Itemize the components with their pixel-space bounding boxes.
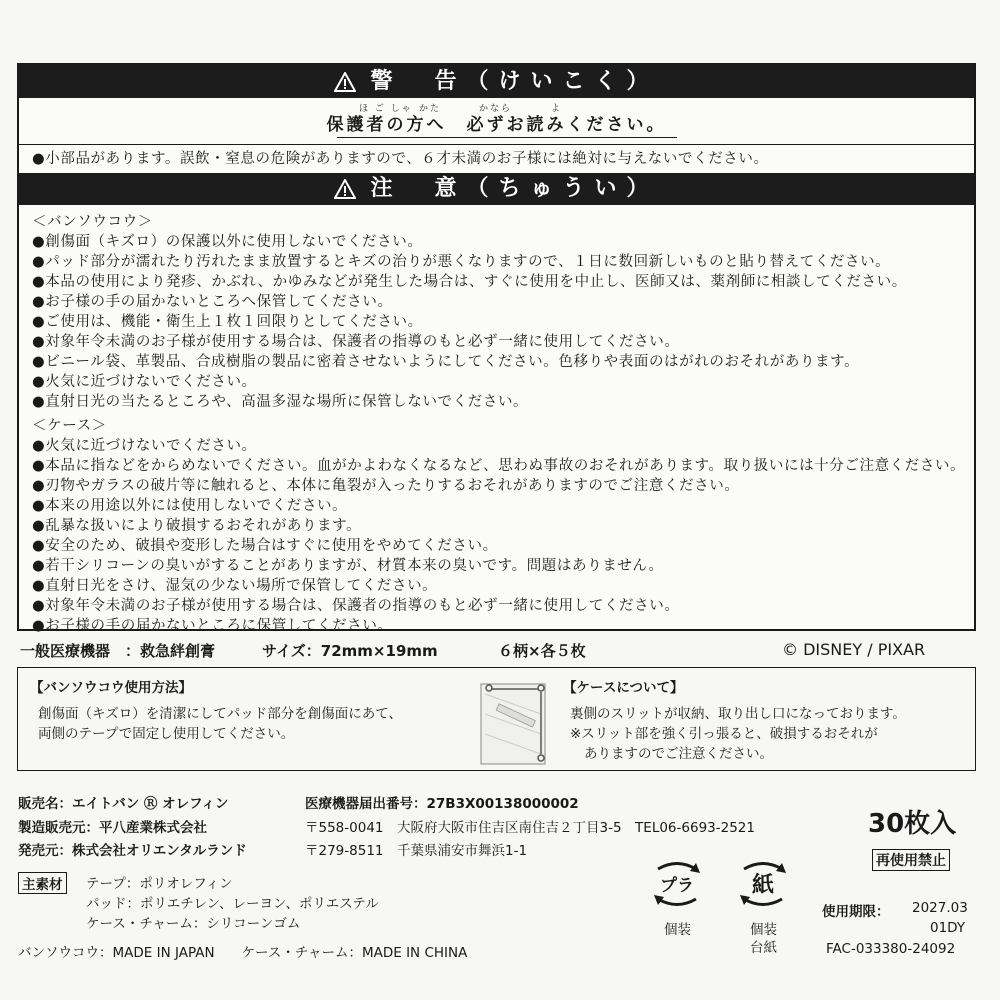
plastic-recycle-icon — [648, 855, 706, 913]
warning-caution-panel — [17, 63, 976, 634]
manufacturer: 製造販売元：平八産業株式会社 — [18, 820, 207, 836]
case-line: ●刃物やガラスの破片等に触れると、本体に亀裂が入ったりするおそれがありますのでご注意ください。 — [32, 478, 740, 494]
no-reuse-label: 再使用禁止 — [872, 849, 950, 871]
usage-line: 創傷面（キズロ）を清潔にしてパッド部分を創傷面にあて、 — [38, 706, 402, 722]
product-count: ６柄×各５枚 — [498, 642, 586, 660]
registration-number: 医療機器届出番号：27B3X00138000002 — [305, 796, 579, 812]
caution-header — [19, 173, 974, 205]
manufacturer-address: 〒558-0041 大阪府大阪市住吉区南住吉２丁目3-5 TEL06-6693-2521 — [305, 820, 755, 836]
usage-line: 両側のテープで固定し使用してください。 — [38, 726, 295, 742]
paper-recycle-icon — [734, 855, 792, 913]
expiry-label: 使用期限： — [822, 904, 890, 920]
warning-title: 警 告（けいこく） — [370, 69, 659, 94]
bandage-line: ●対象年令未満のお子様が使用する場合は、保護者の指導のもと必ず一緒に使用してください。 — [32, 334, 680, 350]
material-tape: テープ：ポリオレフィン — [86, 876, 233, 892]
warning-triangle-icon — [334, 72, 356, 92]
quantity: 30枚入 — [868, 809, 957, 839]
guardian-underline — [337, 137, 677, 138]
case-info-line: ありますのでご注意ください。 — [584, 746, 773, 762]
case-info-line: ※スリット部を強く引っ張ると、破損するおそれが — [570, 726, 878, 742]
ruby-yo: よ — [551, 104, 563, 114]
ruby-hogosha: ほ ご しゃ — [359, 104, 413, 114]
caution-triangle-icon — [334, 179, 356, 199]
case-heading: ＜ケース＞ — [32, 418, 107, 434]
bandage-line: ●火気に近づけないでください。 — [32, 374, 257, 390]
guardian-notice: 保護者の方へ 必ずお読みください。 — [326, 115, 667, 135]
case-line: ●対象年令未満のお子様が使用する場合は、保護者の指導のもと必ず一緒に使用してください。 — [32, 598, 680, 614]
product-size: サイズ：72mm×19mm — [262, 642, 438, 660]
case-line: ●お子様の手の届かないところに保管してください。 — [32, 618, 393, 634]
case-illustration-icon — [461, 674, 566, 766]
product-code: FAC-033380-24092 — [826, 941, 956, 957]
caution-title: 注 意（ちゅうい） — [370, 176, 659, 201]
case-line: ●直射日光をさけ、湿気の少ない場所で保管してください。 — [32, 578, 438, 594]
bandage-line: ●パッド部分が濡れたり汚れたまま放置するとキズの治りが悪くなりますので、１日に数回新しいものと貼り替えてください。 — [32, 254, 891, 270]
lot-number: 01DY — [930, 920, 966, 936]
case-info-line: 裏側のスリットが収納、取り出し口になっております。 — [570, 706, 906, 722]
usage-box — [17, 667, 976, 771]
paper-symbol: 紙 — [751, 873, 775, 898]
bandage-line: ●ビニール袋、革製品、合成樹脂の製品に密着させないようにしてください。色移りや表面のはがれのおそれがあります。 — [32, 354, 860, 370]
pla-label: 個装 — [664, 922, 691, 938]
paper-label-2: 台紙 — [750, 940, 777, 956]
origin: バンソウコウ：MADE IN JAPAN ケース・チャーム：MADE IN CHINA — [18, 945, 468, 961]
divider — [19, 144, 974, 145]
material-charm: ケース・チャーム：シリコーンゴム — [86, 916, 301, 932]
bandage-line: ●創傷面（キズロ）の保護以外に使用しないでください。 — [32, 234, 423, 250]
case-line: ●乱暴な扱いにより破損するおそれがあります。 — [32, 518, 362, 534]
case-line: ●安全のため、破損や変形した場合はすぐに使用をやめてください。 — [32, 538, 498, 554]
bandage-line: ●お子様の手の届かないところへ保管してください。 — [32, 294, 393, 310]
case-info-heading: 【ケースについて】 — [563, 680, 684, 696]
paper-label-1: 個装 — [750, 922, 777, 938]
bandage-line: ●本品の使用により発疹、かぶれ、かゆみなどが発生した場合は、すぐに使用を中止し、医師又は、薬剤師に相談してください。 — [32, 274, 907, 290]
copyright: © DISNEY / PIXAR — [782, 640, 926, 659]
case-line: ●火気に近づけないでください。 — [32, 438, 257, 454]
warning-line: ●小部品があります。誤飲・窒息の危険がありますので、６才未満のお子様には絶対に与えないでください。 — [32, 151, 769, 167]
ruby-kanara: かなら — [479, 104, 513, 114]
case-line: ●本来の用途以外には使用しないでください。 — [32, 498, 348, 514]
ruby-kata: かた — [419, 104, 442, 114]
bandage-line: ●直射日光の当たるところや、高温多湿な場所に保管しないでください。 — [32, 394, 529, 410]
material-pad: パッド：ポリエチレン、レーヨン、ポリエステル — [86, 896, 379, 912]
case-line: ●本品に指などをからめないでください。血がかよわなくなるなど、思わぬ事故のおそれがあります。取り扱いには十分ご注意ください。 — [32, 458, 966, 474]
case-line: ●若干シリコーンの臭いがすることがありますが、材質本来の臭いです。問題はありません。 — [32, 558, 664, 574]
expiry-date: 2027.03 — [912, 900, 968, 916]
pla-symbol: プラ — [660, 876, 694, 896]
warning-header — [19, 65, 974, 98]
bandage-heading: ＜バンソウコウ＞ — [32, 214, 153, 230]
bandage-line: ●ご使用は、機能・衛生上１枚１回限りとしてください。 — [32, 314, 423, 330]
seller-name: 販売名：エイトバン Ⓡ オレフィン — [18, 796, 229, 812]
distributor: 発売元：株式会社オリエンタルランド — [18, 843, 247, 859]
distributor-address: 〒279-8511 千葉県浦安市舞浜1-1 — [305, 843, 528, 859]
product-category: 一般医療機器 ：救急絆創膏 — [20, 642, 216, 660]
materials-label: 主素材 — [18, 872, 67, 894]
usage-heading: 【バンソウコウ使用方法】 — [30, 680, 192, 696]
